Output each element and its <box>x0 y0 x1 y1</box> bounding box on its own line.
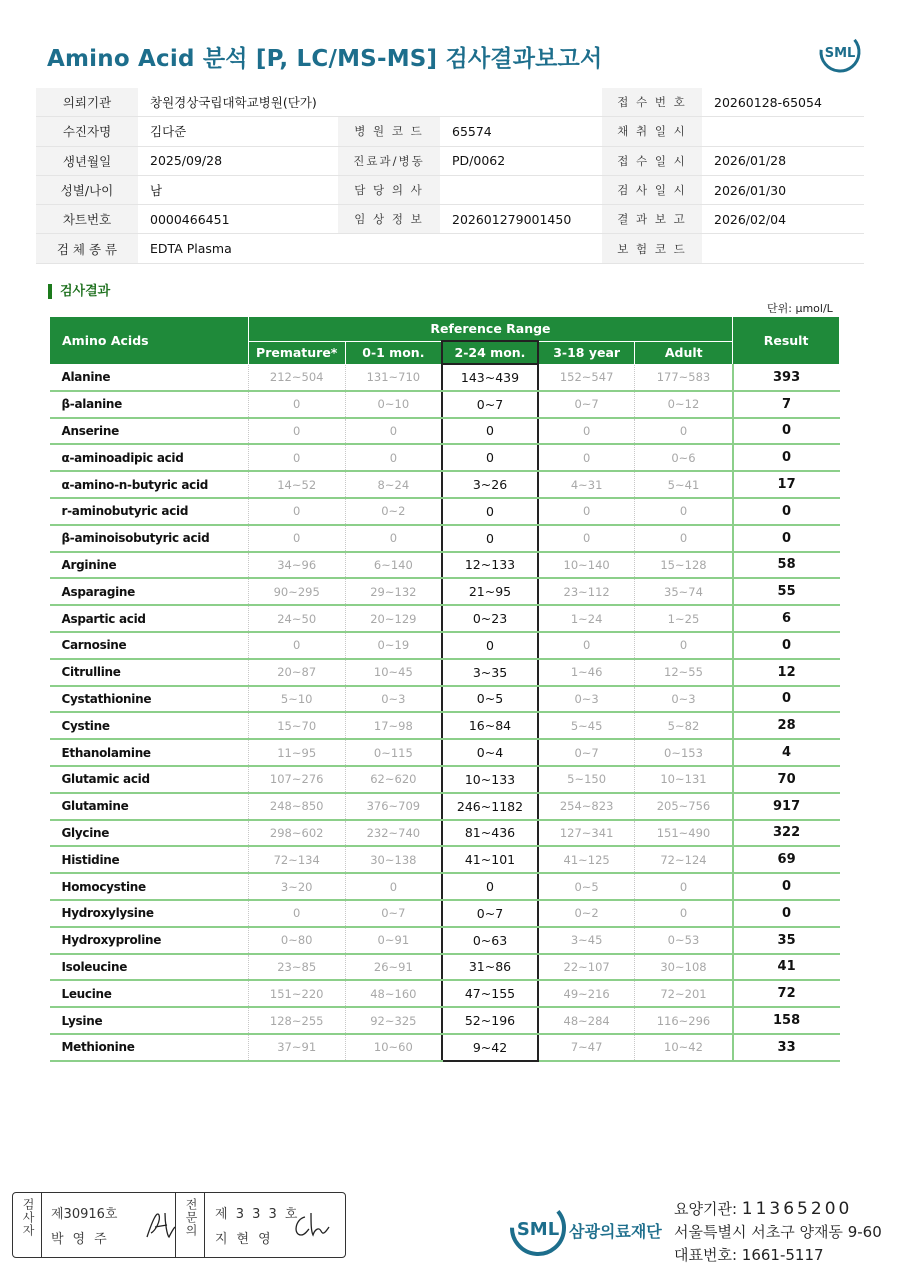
result-value: 41 <box>733 954 840 981</box>
reference-range-cell: 17~98 <box>345 712 442 739</box>
info-label: 성별/나이 <box>36 175 138 204</box>
inspector-label: 검사자 <box>21 1198 35 1237</box>
reference-range-cell: 0~2 <box>538 900 635 927</box>
reference-range-cell: 0 <box>345 418 442 445</box>
table-row <box>50 632 840 659</box>
inspector-label-cell <box>13 1193 42 1257</box>
reference-range-cell: 7~47 <box>538 1034 635 1061</box>
reference-range-cell: 0~3 <box>538 686 635 713</box>
reference-range-cell: 0 <box>248 498 345 525</box>
reference-range-cell: 3~26 <box>442 471 538 498</box>
institution-code-value: 11365200 <box>741 1199 853 1219</box>
info-value: PD/0062 <box>440 146 602 175</box>
info-value <box>702 234 864 263</box>
table-row <box>50 525 840 552</box>
info-row <box>36 234 864 263</box>
reference-range-cell: 0 <box>248 444 345 471</box>
result-value: 158 <box>733 1007 840 1034</box>
table-row <box>50 444 840 471</box>
reference-range-cell: 35~74 <box>635 578 733 605</box>
unit-label: 단위: μmol/L <box>767 302 833 315</box>
reference-range-cell: 15~70 <box>248 712 345 739</box>
reference-range-cell: 0 <box>442 498 538 525</box>
table-row <box>50 766 840 793</box>
reference-range-cell: 0 <box>248 525 345 552</box>
reference-range-cell: 127~341 <box>538 820 635 847</box>
col-reference-range: Reference Range <box>248 317 732 342</box>
reference-range-cell: 72~134 <box>248 846 345 873</box>
info-row <box>36 146 864 175</box>
info-value: 20260128-65054 <box>702 88 864 117</box>
reference-range-cell: 0 <box>538 444 635 471</box>
reference-range-cell: 48~160 <box>345 980 442 1007</box>
table-row <box>50 927 840 954</box>
reference-range-cell: 90~295 <box>248 578 345 605</box>
result-value: 28 <box>733 712 840 739</box>
reference-range-cell: 0 <box>248 632 345 659</box>
reference-range-cell: 0~23 <box>442 605 538 632</box>
info-label: 검 사 일 시 <box>602 175 702 204</box>
reference-range-cell: 10~45 <box>345 659 442 686</box>
reference-range-cell: 47~155 <box>442 980 538 1007</box>
reference-range-cell: 0 <box>538 418 635 445</box>
amino-acid-name: Leucine <box>50 980 249 1007</box>
reference-range-cell: 0 <box>442 444 538 471</box>
reference-range-cell: 49~216 <box>538 980 635 1007</box>
reference-range-cell: 0~6 <box>635 444 733 471</box>
specialist-label-cell <box>175 1193 205 1257</box>
reference-range-cell: 30~138 <box>345 846 442 873</box>
table-row <box>50 364 840 391</box>
reference-range-cell: 48~284 <box>538 1007 635 1034</box>
reference-range-cell: 20~87 <box>248 659 345 686</box>
table-row <box>50 1034 840 1061</box>
table-row <box>50 739 840 766</box>
reference-range-cell: 23~112 <box>538 578 635 605</box>
info-value: 남 <box>138 175 338 204</box>
info-value: 2026/01/30 <box>702 175 864 204</box>
reference-range-cell: 0 <box>635 498 733 525</box>
reference-range-cell: 10~131 <box>635 766 733 793</box>
reference-range-cell: 0~7 <box>345 900 442 927</box>
reference-range-cell: 376~709 <box>345 793 442 820</box>
info-label: 생년월일 <box>36 146 138 175</box>
table-row <box>50 873 840 900</box>
footer-logo-text: SML <box>516 1219 560 1240</box>
reference-range-cell: 3~45 <box>538 927 635 954</box>
reference-range-cell: 0~5 <box>538 873 635 900</box>
reference-range-cell: 1~24 <box>538 605 635 632</box>
info-value: 65574 <box>440 117 602 146</box>
reference-range-cell: 0~63 <box>442 927 538 954</box>
reference-range-cell: 12~133 <box>442 552 538 579</box>
reference-range-cell: 72~201 <box>635 980 733 1007</box>
info-label: 채 취 일 시 <box>602 117 702 146</box>
table-row <box>50 712 840 739</box>
amino-acid-name: Lysine <box>50 1007 249 1034</box>
reference-range-cell: 0 <box>635 900 733 927</box>
info-label: 담 당 의 사 <box>338 175 440 204</box>
amino-acid-name: Alanine <box>50 364 249 391</box>
reference-range-cell: 0 <box>635 632 733 659</box>
specialist-signature-icon <box>291 1209 331 1243</box>
reference-range-cell: 0 <box>538 525 635 552</box>
result-value: 0 <box>733 525 840 552</box>
result-value: 55 <box>733 578 840 605</box>
reference-range-cell: 1~46 <box>538 659 635 686</box>
reference-range-cell: 116~296 <box>635 1007 733 1034</box>
reference-range-cell: 14~52 <box>248 471 345 498</box>
institution-code-label: 요양기관: <box>674 1200 742 1218</box>
reference-range-cell: 0~7 <box>442 900 538 927</box>
table-row <box>50 954 840 981</box>
info-value: 김다준 <box>138 117 338 146</box>
table-row <box>50 793 840 820</box>
reference-range-cell: 26~91 <box>345 954 442 981</box>
info-value <box>440 175 602 204</box>
reference-range-cell: 20~129 <box>345 605 442 632</box>
reference-range-cell: 0~91 <box>345 927 442 954</box>
col-result: Result <box>733 317 840 365</box>
result-value: 69 <box>733 846 840 873</box>
reference-range-cell: 1~25 <box>635 605 733 632</box>
results-table <box>49 316 840 1062</box>
result-value: 322 <box>733 820 840 847</box>
info-value: 2026/01/28 <box>702 146 864 175</box>
table-row <box>50 846 840 873</box>
specialist-label: 전문의 <box>184 1198 198 1237</box>
institution-code <box>674 1198 852 1219</box>
amino-acid-name: Homocystine <box>50 873 249 900</box>
reference-range-cell: 10~140 <box>538 552 635 579</box>
amino-acid-name: β-aminoisobutyric acid <box>50 525 249 552</box>
info-row <box>36 117 864 146</box>
reference-range-cell: 0~7 <box>538 391 635 418</box>
amino-acid-name: Ethanolamine <box>50 739 249 766</box>
reference-range-cell: 10~42 <box>635 1034 733 1061</box>
phone-value: 1661-5117 <box>741 1246 824 1264</box>
result-value: 0 <box>733 444 840 471</box>
result-value: 58 <box>733 552 840 579</box>
info-label: 검 체 종 류 <box>36 234 138 263</box>
result-value: 33 <box>733 1034 840 1061</box>
result-value: 35 <box>733 927 840 954</box>
specialist-name: 지현영 <box>215 1232 280 1247</box>
reference-range-cell: 72~124 <box>635 846 733 873</box>
reference-range-cell: 10~133 <box>442 766 538 793</box>
info-label: 수진자명 <box>36 117 138 146</box>
reference-range-cell: 23~85 <box>248 954 345 981</box>
result-value: 0 <box>733 873 840 900</box>
amino-acid-name: Methionine <box>50 1034 249 1061</box>
result-value: 6 <box>733 605 840 632</box>
page-title: Amino Acid 분석 [P, LC/MS-MS] 검사결과보고서 <box>47 46 603 72</box>
info-value: EDTA Plasma <box>138 234 602 263</box>
result-value: 0 <box>733 498 840 525</box>
amino-acid-name: α-aminoadipic acid <box>50 444 249 471</box>
reference-range-cell: 205~756 <box>635 793 733 820</box>
amino-acid-name: Cystathionine <box>50 686 249 713</box>
amino-acid-name: Glutamic acid <box>50 766 249 793</box>
result-value: 70 <box>733 766 840 793</box>
amino-acid-name: Histidine <box>50 846 249 873</box>
reference-range-cell: 81~436 <box>442 820 538 847</box>
reference-range-cell: 29~132 <box>345 578 442 605</box>
info-value <box>702 117 864 146</box>
reference-range-cell: 0 <box>635 873 733 900</box>
reference-range-cell: 0~53 <box>635 927 733 954</box>
reference-range-cell: 4~31 <box>538 471 635 498</box>
reference-range-cell: 9~42 <box>442 1034 538 1061</box>
amino-acid-name: Isoleucine <box>50 954 249 981</box>
reference-range-cell: 0 <box>442 632 538 659</box>
info-label: 접 수 번 호 <box>602 88 702 117</box>
reference-range-cell: 62~620 <box>345 766 442 793</box>
reference-range-cell: 0 <box>345 873 442 900</box>
info-label: 차트번호 <box>36 205 138 234</box>
phone-label: 대표번호: <box>674 1246 742 1264</box>
reference-range-cell: 0 <box>248 900 345 927</box>
sub-col-adult: Adult <box>635 341 733 364</box>
reference-range-cell: 0~12 <box>635 391 733 418</box>
amino-acid-name: Carnosine <box>50 632 249 659</box>
reference-range-cell: 0~7 <box>538 739 635 766</box>
reference-range-cell: 3~20 <box>248 873 345 900</box>
reference-range-cell: 0~115 <box>345 739 442 766</box>
reference-range-cell: 151~490 <box>635 820 733 847</box>
info-value: 0000466451 <box>138 205 338 234</box>
reference-range-cell: 3~35 <box>442 659 538 686</box>
reference-range-cell: 5~45 <box>538 712 635 739</box>
reference-range-cell: 0~4 <box>442 739 538 766</box>
result-value: 917 <box>733 793 840 820</box>
reference-range-cell: 0~80 <box>248 927 345 954</box>
reference-range-cell: 92~325 <box>345 1007 442 1034</box>
reference-range-cell: 143~439 <box>442 364 538 391</box>
info-label: 의뢰기관 <box>36 88 138 117</box>
info-row <box>36 175 864 204</box>
organization-name: 삼광의료재단 <box>569 1222 662 1241</box>
table-row <box>50 980 840 1007</box>
result-value: 0 <box>733 900 840 927</box>
info-value: 202601279001450 <box>440 205 602 234</box>
sub-col-0-1-mon: 0-1 mon. <box>345 341 442 364</box>
reference-range-cell: 0 <box>635 525 733 552</box>
reference-range-cell: 10~60 <box>345 1034 442 1061</box>
reference-range-cell: 5~150 <box>538 766 635 793</box>
amino-acid-name: Asparagine <box>50 578 249 605</box>
reference-range-cell: 22~107 <box>538 954 635 981</box>
info-label: 진료과/병동 <box>338 146 440 175</box>
reference-range-cell: 5~41 <box>635 471 733 498</box>
inspector-name: 박영주 <box>51 1232 116 1247</box>
reference-range-cell: 246~1182 <box>442 793 538 820</box>
reference-range-cell: 131~710 <box>345 364 442 391</box>
reference-range-cell: 52~196 <box>442 1007 538 1034</box>
info-row <box>36 205 864 234</box>
footer-sml-logo-icon <box>508 1198 568 1258</box>
reference-range-cell: 0~3 <box>635 686 733 713</box>
reference-range-cell: 0~10 <box>345 391 442 418</box>
result-value: 4 <box>733 739 840 766</box>
reference-range-cell: 12~55 <box>635 659 733 686</box>
table-row <box>50 391 840 418</box>
amino-acid-name: r-aminobutyric acid <box>50 498 249 525</box>
reference-range-cell: 151~220 <box>248 980 345 1007</box>
info-row <box>36 88 864 117</box>
reference-range-cell: 0 <box>345 444 442 471</box>
logo-text: SML <box>824 46 856 61</box>
reference-range-cell: 0 <box>442 418 538 445</box>
specialist-license: 제 3 3 3 호 <box>215 1207 300 1222</box>
table-row <box>50 471 840 498</box>
table-row <box>50 578 840 605</box>
amino-acid-name: Anserine <box>50 418 249 445</box>
table-row <box>50 900 840 927</box>
amino-acid-name: Cystine <box>50 712 249 739</box>
reference-range-cell: 0~19 <box>345 632 442 659</box>
reference-range-cell: 0 <box>538 498 635 525</box>
info-label: 보 험 코 드 <box>602 234 702 263</box>
inspector-signature-icon <box>143 1207 177 1243</box>
inspector-license: 제30916호 <box>51 1207 118 1222</box>
amino-acid-name: Citrulline <box>50 659 249 686</box>
reference-range-cell: 0 <box>345 525 442 552</box>
reference-range-cell: 6~140 <box>345 552 442 579</box>
amino-acid-name: Glutamine <box>50 793 249 820</box>
amino-acid-name: Glycine <box>50 820 249 847</box>
reference-range-cell: 8~24 <box>345 471 442 498</box>
reference-range-cell: 24~50 <box>248 605 345 632</box>
reference-range-cell: 128~255 <box>248 1007 345 1034</box>
reference-range-cell: 15~128 <box>635 552 733 579</box>
info-label: 접 수 일 시 <box>602 146 702 175</box>
reference-range-cell: 5~82 <box>635 712 733 739</box>
address: 서울특별시 서초구 양재동 9-60 <box>674 1223 882 1241</box>
reference-range-cell: 152~547 <box>538 364 635 391</box>
reference-range-cell: 21~95 <box>442 578 538 605</box>
section-title: 검사결과 <box>48 284 110 299</box>
result-value: 17 <box>733 471 840 498</box>
amino-acid-name: Aspartic acid <box>50 605 249 632</box>
col-amino-acids: Amino Acids <box>50 317 249 365</box>
reference-range-cell: 37~91 <box>248 1034 345 1061</box>
reference-range-cell: 0 <box>635 418 733 445</box>
info-label: 임 상 정 보 <box>338 205 440 234</box>
table-row <box>50 1007 840 1034</box>
table-row <box>50 659 840 686</box>
reference-range-cell: 254~823 <box>538 793 635 820</box>
reference-range-cell: 0~153 <box>635 739 733 766</box>
reference-range-cell: 34~96 <box>248 552 345 579</box>
result-value: 7 <box>733 391 840 418</box>
amino-acid-name: Hydroxylysine <box>50 900 249 927</box>
result-value: 393 <box>733 364 840 391</box>
patient-info-table <box>36 88 864 264</box>
reference-range-cell: 0 <box>442 873 538 900</box>
info-value: 2026/02/04 <box>702 205 864 234</box>
reference-range-cell: 31~86 <box>442 954 538 981</box>
sub-col-3-18-year: 3-18 year <box>538 341 635 364</box>
result-value: 0 <box>733 686 840 713</box>
result-value: 0 <box>733 632 840 659</box>
reference-range-cell: 232~740 <box>345 820 442 847</box>
reference-range-cell: 0~3 <box>345 686 442 713</box>
info-label: 병 원 코 드 <box>338 117 440 146</box>
amino-acid-name: Hydroxyproline <box>50 927 249 954</box>
table-row <box>50 498 840 525</box>
reference-range-cell: 41~101 <box>442 846 538 873</box>
table-row <box>50 552 840 579</box>
table-row <box>50 686 840 713</box>
reference-range-cell: 30~108 <box>635 954 733 981</box>
info-value: 창원경상국립대학교병원(단가) <box>138 88 602 117</box>
reference-range-cell: 177~583 <box>635 364 733 391</box>
amino-acid-name: α-amino-n-butyric acid <box>50 471 249 498</box>
result-value: 0 <box>733 418 840 445</box>
sub-col-2-24-mon: 2-24 mon. <box>442 341 538 364</box>
table-row <box>50 418 840 445</box>
reference-range-cell: 16~84 <box>442 712 538 739</box>
reference-range-cell: 0 <box>442 525 538 552</box>
signature-box <box>12 1192 346 1258</box>
table-row <box>50 605 840 632</box>
reference-range-cell: 107~276 <box>248 766 345 793</box>
info-value: 2025/09/28 <box>138 146 338 175</box>
table-row <box>50 820 840 847</box>
reference-range-cell: 11~95 <box>248 739 345 766</box>
sub-col-premature: Premature* <box>248 341 345 364</box>
result-value: 72 <box>733 980 840 1007</box>
phone-number <box>674 1244 824 1265</box>
reference-range-cell: 0 <box>538 632 635 659</box>
reference-range-cell: 0 <box>248 391 345 418</box>
reference-range-cell: 298~602 <box>248 820 345 847</box>
reference-range-cell: 0~2 <box>345 498 442 525</box>
result-value: 12 <box>733 659 840 686</box>
sml-logo-icon <box>818 30 862 74</box>
amino-acid-name: Arginine <box>50 552 249 579</box>
reference-range-cell: 212~504 <box>248 364 345 391</box>
reference-range-cell: 5~10 <box>248 686 345 713</box>
amino-acid-name: β-alanine <box>50 391 249 418</box>
reference-range-cell: 41~125 <box>538 846 635 873</box>
reference-range-cell: 0~7 <box>442 391 538 418</box>
reference-range-cell: 0 <box>248 418 345 445</box>
reference-range-cell: 0~5 <box>442 686 538 713</box>
info-label: 결 과 보 고 <box>602 205 702 234</box>
reference-range-cell: 248~850 <box>248 793 345 820</box>
